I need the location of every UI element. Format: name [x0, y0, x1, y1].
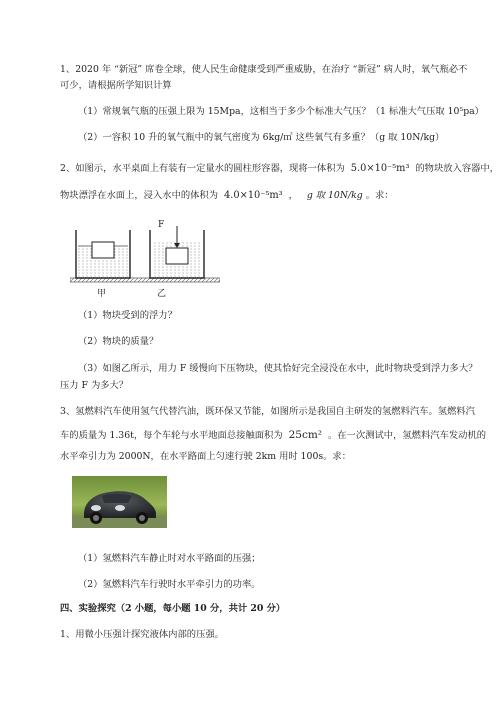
block-submerged: [166, 248, 188, 264]
q3-sub1: （1）氢燃料汽车静止时对水平路面的压强；: [78, 553, 261, 564]
q2-stem-a1: 2、如图示，水平桌面上有装有一定量水的圆柱形容器，现将一体积为: [60, 163, 345, 174]
q1-sub1: （1）常规氧气瓶的压强上限为 15Mpa，这相当于多少个标准大气压？（1 标准大气压取 10⁵pa）: [78, 106, 484, 117]
q2-sub3-line-2: 压力 F 为多大？: [60, 380, 129, 391]
section-4-heading: 四、实验探究（2 小题，每小题 10 分，共计 20 分）: [60, 603, 286, 614]
block-floating: [92, 242, 114, 258]
q2-figure: [70, 218, 220, 300]
q1-sub2: （2）一容积 10 升的氧气瓶中的氧气密度为 6kg/㎥ 这些氧气有多重？（g 取 10N/kg）: [78, 132, 445, 143]
q2-volume-submerged: 4.0×10⁻⁵m³: [224, 190, 283, 201]
figure-label-b: 乙: [157, 289, 167, 299]
q1-stem-line-1: 1、2020 年 “新冠” 席卷全球，使人民生命健康受到严重威胁，在治疗 “新冠” 病人时，氧气瓶必不: [60, 64, 468, 75]
q2-stem-line-2: [60, 190, 394, 202]
q3-stem-b1: 车的质量为 1.36t，每个车轮与水平地面总接触面积为: [60, 430, 283, 441]
force-label: F: [158, 220, 165, 230]
q2-stem-b1: 物块漂浮在水面上，浸入水中的体积为: [60, 190, 219, 201]
q2-sub3-line-1: （3）如图乙所示，用力 F 缓慢向下压物块，使其恰好完全浸没在水中，此时物块受到浮力多大？: [78, 363, 478, 374]
q2-gravity: g 取 10N/kg: [306, 190, 363, 201]
figure-label-a: 甲: [97, 289, 107, 299]
q2-volume-total: 5.0×10⁻⁵m³: [350, 163, 410, 174]
container-b: [150, 226, 204, 278]
q2-sub2: （2）物块的质量？: [78, 336, 159, 347]
q3-sub2: （2）氢燃料汽车行驶时水平牵引力的功率。: [78, 579, 261, 590]
hydrogen-car-photo: [72, 476, 167, 528]
q2-stem-line-1: [60, 163, 499, 175]
q2-stem-a2: 的物块放入容器中，: [415, 163, 500, 174]
section-4-q1: 1、用微小压强计探究液体内部的压强。: [60, 629, 224, 640]
q1-stem-line-2: 可少，请根据所学知识计算: [60, 80, 172, 91]
q2-sub1: （1）物块受到的浮力？: [78, 310, 177, 321]
q3-stem-line-1: 3、氢燃料汽车使用氢气代替汽油，既环保又节能，如图所示是我国自主研发的氢燃料汽车。氢燃料汽: [60, 406, 475, 417]
q3-contact-area: 25cm²: [288, 429, 323, 441]
q3-stem-line-2: [60, 429, 486, 442]
q3-stem-b2: 。在一次测试中，氢燃料汽车发动机的: [328, 430, 487, 441]
q3-stem-line-3: 水平牵引力为 2000N，在水平路面上匀速行驶 2km 用时 100s。求：: [60, 451, 352, 462]
container-a: [76, 230, 130, 278]
q2-stem-b4: 。求：: [365, 190, 394, 201]
q2-stem-b2: ，: [288, 190, 298, 201]
